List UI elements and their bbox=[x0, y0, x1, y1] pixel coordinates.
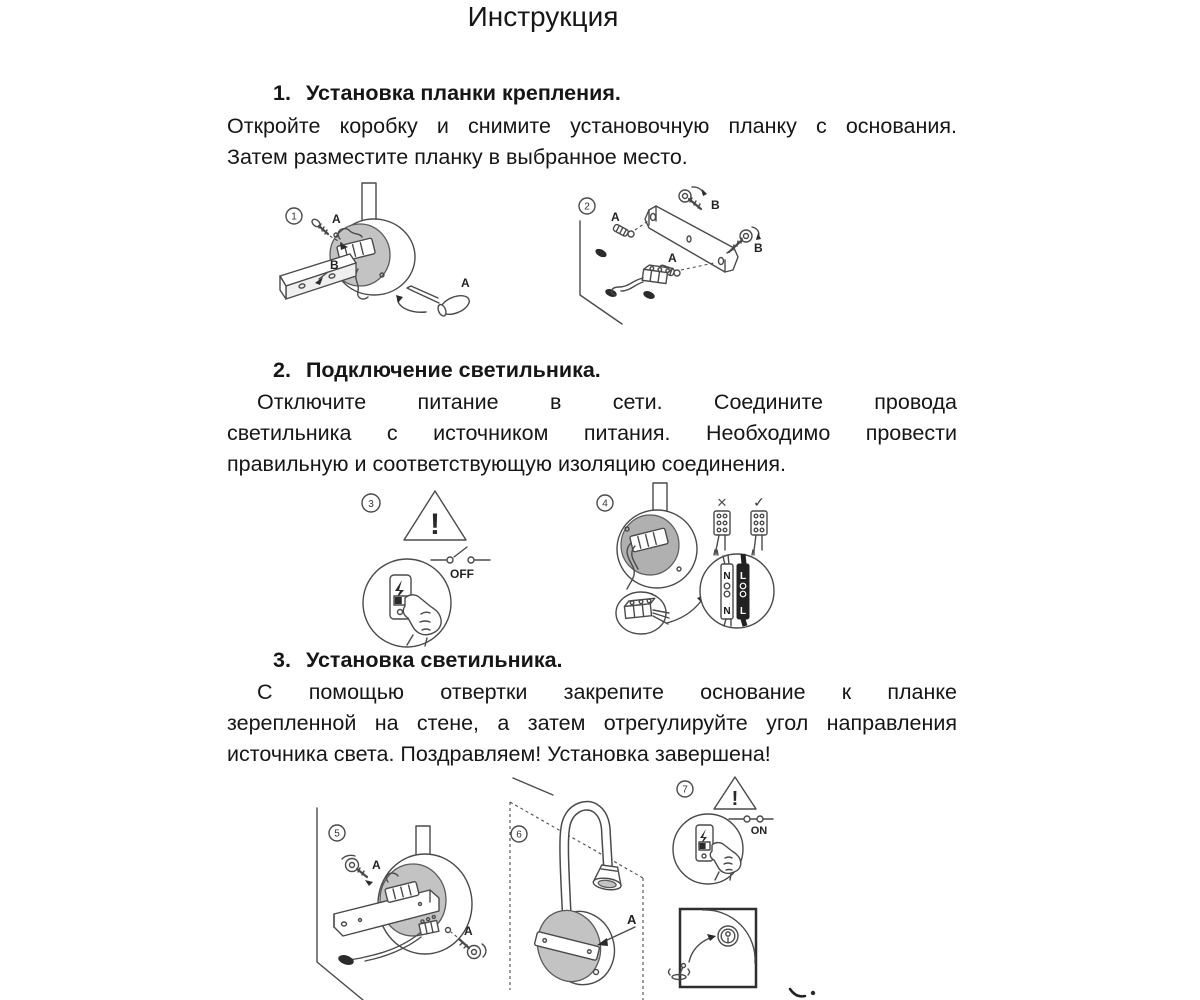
wrong-connection-example bbox=[714, 496, 730, 555]
figure-2-step-number: 2 bbox=[584, 201, 590, 213]
section-2-body bbox=[227, 387, 957, 480]
screw-label-b-top: B bbox=[711, 198, 720, 212]
warning-exclamation: ! bbox=[731, 788, 739, 810]
wall-hole bbox=[642, 290, 656, 301]
screw-label-a-left: A bbox=[372, 858, 381, 872]
screw-with-washer-icon bbox=[679, 187, 707, 209]
zoom-callout-arrow bbox=[667, 601, 701, 623]
section-1-heading bbox=[273, 80, 621, 106]
lamp-base bbox=[528, 902, 623, 993]
section-1-number: 1. bbox=[273, 81, 291, 105]
terminal-block-icon bbox=[616, 592, 669, 634]
figure-6-step-number: 6 bbox=[516, 829, 522, 841]
body-line: Отключите питание в сети. Соедините провода bbox=[257, 390, 957, 414]
hand-pressing-switch-icon bbox=[363, 559, 451, 647]
figure-2-drawing bbox=[565, 183, 765, 333]
figure-6-illustration bbox=[495, 778, 660, 1000]
figure-6-step-badge bbox=[511, 826, 527, 842]
power-button-icon bbox=[718, 926, 738, 946]
body-line: источника света. Поздравляем! Установка завершена! bbox=[227, 742, 771, 766]
lamp-head bbox=[593, 864, 624, 891]
terminal-l-bottom: L bbox=[739, 606, 747, 617]
mounting-bracket bbox=[280, 254, 356, 299]
warning-exclamation: ! bbox=[430, 508, 440, 541]
power-knob-drawing bbox=[665, 905, 765, 1000]
wrong-mark-icon: ✕ bbox=[716, 496, 728, 511]
screwdriver-label-a: A bbox=[461, 276, 470, 290]
figure-7-step-badge bbox=[677, 781, 693, 797]
figure-1-drawing bbox=[270, 183, 480, 333]
terminal-n-top: N bbox=[723, 571, 731, 582]
section-2-title: Подключение светильника. bbox=[305, 358, 601, 382]
terminal-n-bottom: N bbox=[723, 606, 731, 617]
terminal-l-top: L bbox=[739, 571, 747, 582]
section-3-title: Установка светильника. bbox=[305, 648, 563, 672]
gooseneck-lamp bbox=[528, 806, 623, 994]
figure-2-step-badge bbox=[579, 198, 595, 214]
cord-plug bbox=[337, 953, 355, 967]
section-3-heading bbox=[273, 647, 563, 673]
figure-7-step-number: 7 bbox=[682, 784, 688, 796]
screwdriver-icon bbox=[396, 286, 472, 319]
section-2-heading bbox=[273, 357, 601, 383]
figure-7-drawing bbox=[655, 773, 830, 895]
figure-2-illustration bbox=[565, 183, 765, 333]
wall-corner-lines bbox=[317, 808, 363, 1000]
panel-frame bbox=[680, 909, 756, 987]
mounting-bracket bbox=[645, 206, 738, 272]
switch-on-label: ON bbox=[750, 825, 768, 837]
section-3-number: 3. bbox=[273, 648, 291, 672]
figure-3-drawing bbox=[335, 483, 510, 651]
lamp-base bbox=[330, 183, 415, 299]
wall-hole bbox=[594, 247, 608, 259]
body-line: С помощью отвертки закрепите основание к планке bbox=[257, 680, 957, 704]
section-1-body bbox=[227, 111, 957, 173]
figure-3-step-number: 3 bbox=[368, 499, 374, 510]
figure-5-step-badge bbox=[329, 825, 345, 841]
wall-hole bbox=[604, 288, 618, 299]
guide-line bbox=[513, 778, 553, 795]
figure-4-step-number: 4 bbox=[602, 498, 608, 510]
switch-off-label: OFF bbox=[450, 567, 474, 581]
anchor-label-a-top: A bbox=[611, 210, 620, 224]
screw-label-a-right: A bbox=[464, 924, 473, 938]
figure-5-illustration bbox=[300, 780, 500, 1000]
anchor-label-a-bottom: A bbox=[668, 251, 677, 265]
body-line: Откройте коробку и снимите установочную планку с основания. bbox=[227, 114, 957, 138]
body-line: Затем разместите планку в выбранное место. bbox=[227, 145, 688, 169]
figure-6-drawing bbox=[495, 778, 660, 1000]
bracket-label-b: B bbox=[330, 258, 339, 272]
screw-label-a: A bbox=[332, 212, 341, 226]
section-2-number: 2. bbox=[273, 358, 291, 382]
figure-7-illustration bbox=[655, 773, 830, 895]
warning-triangle-icon bbox=[404, 491, 466, 541]
screw-icon bbox=[311, 218, 328, 234]
screw-with-washer-icon bbox=[342, 855, 373, 886]
switch-closed-icon bbox=[729, 816, 773, 822]
page-title: Инструкция bbox=[467, 1, 619, 32]
body-line: правильную и соответствующую изоляцию соединения. bbox=[227, 452, 786, 476]
lamp-base bbox=[617, 483, 697, 589]
figure-4-drawing bbox=[575, 483, 795, 651]
figure-3-step-badge bbox=[362, 494, 380, 512]
screw-label-b-right: B bbox=[754, 241, 763, 255]
figure-4-illustration bbox=[575, 483, 795, 651]
power-knob-panel bbox=[665, 905, 765, 1000]
wall-corner-lines bbox=[580, 221, 622, 324]
hand-pressing-switch-icon bbox=[673, 814, 743, 884]
section-3-body bbox=[227, 677, 957, 770]
figure-5-step-number: 5 bbox=[334, 828, 340, 840]
figure-5-drawing bbox=[300, 780, 500, 1000]
terminal-block-icon bbox=[612, 264, 674, 295]
correct-mark-icon: ✓ bbox=[753, 495, 765, 511]
switch-open-icon bbox=[431, 547, 490, 563]
body-line: светильника с источником питания. Необходимо провести bbox=[227, 421, 957, 445]
body-line: зерепленной на стене, а затем отрегулируйте угол направления bbox=[227, 711, 957, 735]
figure-1-step-badge bbox=[286, 208, 302, 224]
section-1-title: Установка планки крепления. bbox=[305, 81, 621, 105]
figure-1-illustration bbox=[270, 183, 480, 333]
figure-4-step-badge bbox=[597, 495, 613, 511]
warning-triangle-icon bbox=[714, 777, 756, 810]
terminal-zoom-circle bbox=[700, 554, 774, 628]
correct-connection-example bbox=[751, 495, 767, 555]
cutoff-artifact bbox=[788, 986, 818, 1000]
figure-1-step-number: 1 bbox=[291, 211, 297, 223]
figure-3-illustration bbox=[335, 483, 510, 651]
base-label-a: A bbox=[627, 912, 637, 927]
